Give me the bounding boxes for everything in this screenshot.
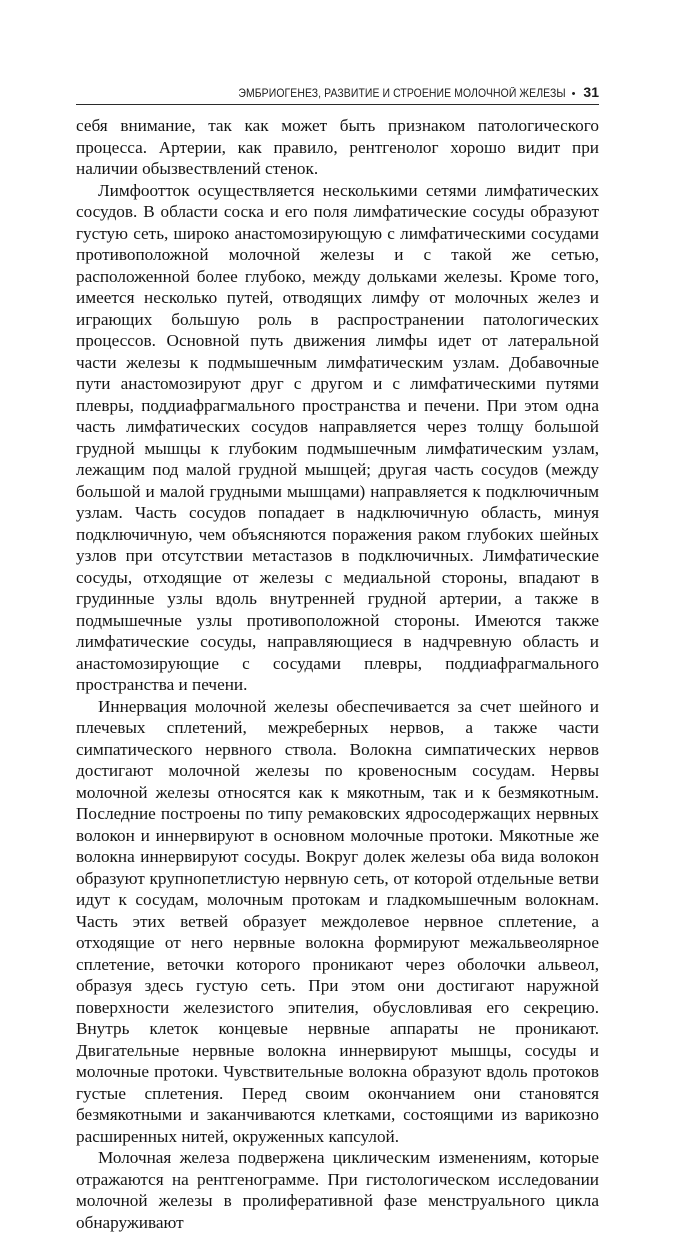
running-header [76, 84, 599, 104]
page-number: 31 [583, 84, 599, 100]
bullet-separator: • [571, 88, 576, 100]
paragraph-cyclic-changes: Молочная железа подвержена циклическим изменениям, которые отражаются на рентгенограмме. При гистологическом исследовании молочной железы в пролиферативной фазе менструального цикла обнаруживают [76, 1148, 599, 1232]
body-text [76, 115, 599, 1233]
paragraph-continuation: себя внимание, так как может быть признаком патологического процесса. Артерии, как правило, рентгенолог хорошо видит при наличии обызвествлений стенок. [76, 116, 599, 178]
paragraph-innervation: Иннервация молочной железы обеспечивается за счет шейного и плечевых сплетений, межреберных нервов, а также части симпатического нервного ствола. Волокна симпатических нервов достигают молочной железы по кровеносным сосудам. Нервы молочной железы относятся как к мякотным, так и к безмякотным. Последние построены по типу ремаковских ядросодержащих нервных волокон и иннервируют в основном молочные протоки. Мякотные же волокна иннервируют сосуды. Вокруг долек железы оба вида волокон образуют крупнопетлистую нервную сеть, от которой отдельные ветви идут к сосудам, молочным протокам и гладкомышечным волокнам. Часть этих ветвей образует междолевое нервное сплетение, а отходящие от него нервные волокна формируют межальвеолярное сплетение, веточки которого проникают через оболочки альвеол, образуя здесь густую сеть. При этом они достигают наружной поверхности железистого эпителия, обусловливая его секрецию. Внутрь клеток концевые нервные аппараты не проникают. Двигательные нервные волокна иннервируют мышцы, сосуды и молочные протоки. Чувствительные волокна образуют вдоль протоков густые сплетения. Перед своим окончанием они становятся безмякотными и заканчиваются клетками, состоящими из варикозно расширенных нитей, окруженных капсулой. [76, 696, 599, 1146]
header-rule [76, 104, 599, 105]
paragraph-lymph-drainage: Лимфоотток осуществляется несколькими сетями лимфатических сосудов. В области соска и его поля лимфатические сосуды образуют густую сеть, широко анастомозирующую с лимфатическими сосудами противоположной молочной железы и с такой же сетью, расположенной более глубоко, между дольками железы. Кроме того, имеется несколько путей, отводящих лимфу от молочных желез и играющих большую роль в распространении патологических процессов. Основной путь движения лимфы идет от латеральной части железы к подмышечным лимфатическим узлам. Добавочные пути анастомозируют друг с другом и с лимфатическими путями плевры, поддиафрагмального пространства и печени. При этом одна часть лимфатических сосудов направляется через толщу большой грудной мышцы к глубоким подмышечным лимфатическим узлам, лежащим под малой грудной мышцей; другая часть сосудов (между большой и малой грудными мышцами) направляется к подключичным узлам. Часть сосудов попадает в надключичную область, минуя подключичную, чем объясняются поражения раком глубоких шейных узлов при отсутствии метастазов в подключичных. Лимфатические сосуды, отходящие от железы с медиальной стороны, впадают в грудинные узлы вдоль внутренней грудной артерии, а также в подмышечные узлы противоположной стороны. Имеются также лимфатические сосуды, направляющиеся в надчревную область и анастомозирующие с сосудами плевры, поддиафрагмального пространства и печени. [76, 180, 599, 694]
running-title: ЭМБРИОГЕНЕЗ, РАЗВИТИЕ И СТРОЕНИЕ МОЛОЧНОЙ ЖЕЛЕЗЫ [238, 87, 566, 100]
